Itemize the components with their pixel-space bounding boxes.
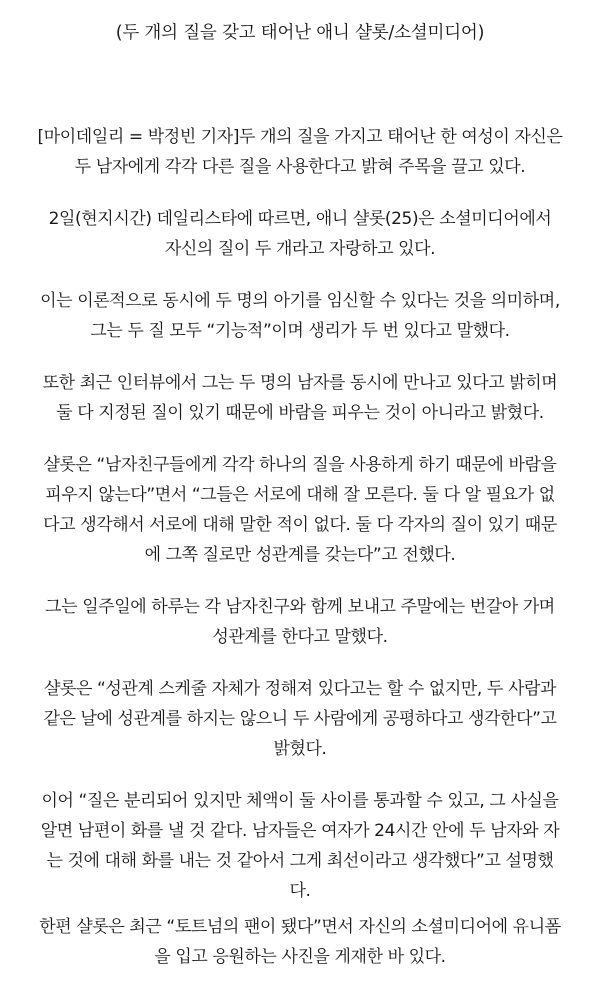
text-line: 또한 최근 인터뷰에서 그는 두 명의 남자를 동시에 만나고 있다고 밝히며 xyxy=(42,373,558,393)
text-line: 둘 다 지정된 질이 있기 때문에 바람을 피우는 것이 아니라고 밝혔다. xyxy=(56,403,544,423)
text-line: 는 것에 대해 화를 내는 것 같아서 그게 최선이라고 생각했다”고 설명했 xyxy=(46,851,554,871)
text-line: 다고 생각해서 서로에 대해 말한 적이 없다. 둘 다 각자의 질이 있기 때문 xyxy=(43,515,557,535)
paragraph-1 xyxy=(10,122,590,182)
text-line: 알면 남편이 화를 낼 것 같다. 남자들은 여자가 24시간 안에 두 남자와 자 xyxy=(40,821,560,841)
text-line: 에 그쪽 질로만 성관계를 갖는다”고 전했다. xyxy=(144,545,456,565)
text-line: 한편 샬롯은 최근 “토트넘의 팬이 됐다”면서 자신의 소셜미디어에 유니폼 xyxy=(39,917,561,937)
text-line: 이어 “질은 분리되어 있지만 체액이 둘 사이를 통과할 수 있고, 그 사실을 xyxy=(41,791,559,811)
paragraph-2 xyxy=(10,204,590,264)
paragraph-3 xyxy=(10,286,590,346)
text-line: 밝혔다. xyxy=(273,739,327,759)
paragraph-4 xyxy=(10,368,590,428)
article-body xyxy=(10,122,590,994)
paragraph-6 xyxy=(10,592,590,652)
text-line: 샬롯은 “남자친구들에게 각각 하나의 질을 사용하게 하기 때문에 바람을 xyxy=(43,455,557,475)
text-line: 이는 이론적으로 동시에 두 명의 아기를 임신할 수 있다는 것을 의미하며, xyxy=(40,291,560,311)
text-line: 같은 날에 성관계를 하지는 않으니 두 사람에게 공평하다고 생각한다”고 xyxy=(43,709,557,729)
text-line: 두 남자에게 각각 다른 질을 사용한다고 밝혀 주목을 끌고 있다. xyxy=(74,157,526,177)
paragraph-7 xyxy=(10,674,590,764)
text-line: 그는 두 질 모두 “기능적”이며 생리가 두 번 있다고 말했다. xyxy=(90,321,510,341)
text-line: 샬롯은 “성관계 스케줄 자체가 정해져 있다고는 할 수 없지만, 두 사람과 xyxy=(43,679,557,699)
text-line: 을 입고 응원하는 사진을 게재한 바 있다. xyxy=(154,947,446,967)
text-line: 자신의 질이 두 개라고 자랑하고 있다. xyxy=(164,239,436,259)
text-line: 2일(현지시간) 데일리스타에 따르면, 애니 샬롯(25)은 소셜미디어에서 xyxy=(48,209,552,229)
paragraph-5 xyxy=(10,450,590,570)
text-line: [마이데일리 = 박정빈 기자]두 개의 질을 가지고 태어난 한 여성이 자신은 xyxy=(37,127,563,147)
text-line: 그는 일주일에 하루는 각 남자친구와 함께 보내고 주말에는 번갈아 가며 xyxy=(45,597,555,617)
photo-caption: (두 개의 질을 갖고 태어난 애니 샬롯/소셜미디어) xyxy=(115,23,485,43)
text-line: 성관계를 한다고 말했다. xyxy=(212,627,388,647)
text-line: 피우지 않는다”면서 “그들은 서로에 대해 잘 모른다. 둘 다 알 필요가 없 xyxy=(45,485,555,505)
paragraph-8 xyxy=(10,786,590,906)
text-line: 다. xyxy=(289,881,311,901)
paragraph-9 xyxy=(10,912,590,972)
